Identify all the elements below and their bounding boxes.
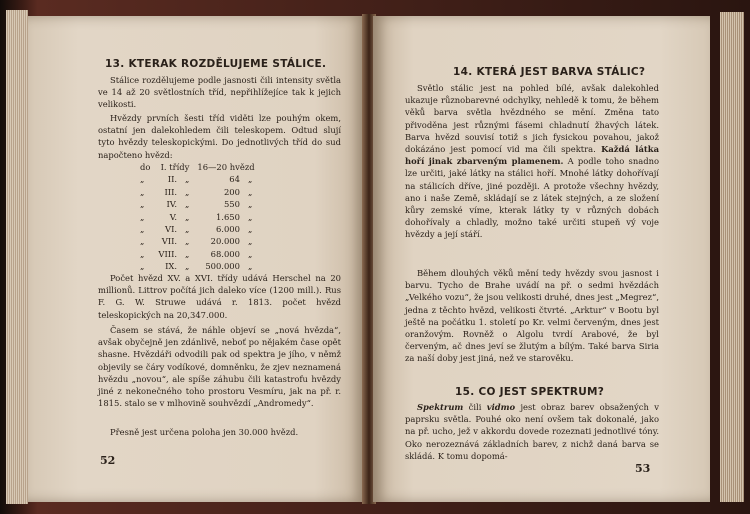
- table-cell: 16—20 hvězd: [197, 162, 255, 172]
- table-cell: „: [140, 236, 145, 247]
- table-cell: „: [185, 199, 190, 210]
- table-cell: 550: [223, 199, 240, 210]
- table-row: [136, 198, 259, 210]
- table-cell: „: [185, 236, 190, 247]
- table-cell: „: [247, 248, 253, 259]
- bold-sentence: Každá látka hoří jinak zbarveným plamenem.: [405, 144, 659, 167]
- paragraph-text: čili: [468, 402, 482, 412]
- paragraph-text: jest obraz barev obsažených v paprsku světla. Pouhé oko není ovšem tak dokonalé, jako na př. ucho, jež v akkordu dovede rozeznati jednotlivé tóny. Oko nerozeznává základních barev, z nichž daná barva se skládá. K tomu dopomá-: [405, 402, 659, 461]
- table-row: [136, 223, 259, 235]
- table-cell: „: [140, 211, 145, 222]
- term-spectrum: Spektrum: [417, 402, 464, 412]
- page-number-left: 52: [100, 454, 116, 467]
- table-row: [136, 260, 259, 272]
- right-page-edges: [720, 12, 744, 502]
- table-cell: VI.: [165, 224, 178, 235]
- paragraph-text: Časem se stává, že náhle objeví se „nová hvězda“, avšak obyčejně jen zdánlivě, neboť po nějakém čase opět shasne. Hvězdáři odvodili pak od spektra je jího, v němž objevily se čáry vodíkové, domněnku, že zjev neznamená hvězdu „novou“, ale spíše záhubu čili katastrofu hvězdy jiné z nekonečného toho prostoru Vesmíru, jak na př. r. 1815. stalo se v mlhovině souhvězdí „Andromedy“.: [98, 325, 341, 409]
- table-cell: „: [247, 211, 253, 222]
- table-cell: „: [140, 186, 145, 197]
- table-cell: 6.000: [215, 224, 240, 235]
- table-cell: „: [185, 261, 190, 272]
- paragraph-telescopic: [98, 112, 341, 161]
- left-page-edges: [6, 10, 28, 504]
- table-row: [136, 211, 259, 223]
- paragraph-text: Hvězdy prvních šesti tříd viděti lze pouhým okem, ostatní jen dalekohledem čili teleskopem. Odtud slují tyto hvězdy teleskopickými. Do jednotlivých tříd do sud napočteno hvězd:: [98, 113, 341, 160]
- table-cell: III.: [164, 186, 178, 197]
- paragraph-text: Počet hvězd XV. a XVI. třídy udává Herschel na 20 millionů. Littrov počítá jich daleko více (1200 mill.). Rus F. G. W. Struwe udává r. 1813. počet hvězd teleskopických na 20,347.000.: [98, 273, 341, 320]
- table-cell: 68.000: [210, 248, 240, 259]
- table-cell: IX.: [165, 261, 178, 272]
- table-cell: „: [185, 224, 190, 235]
- paragraph-text: Během dlouhých věků mění tedy hvězdy svou jasnost i barvu. Tycho de Brahe uvádí na př. o sedmi hvězdách „Velkého vozu“, že jsou velikosti druhé, dnes jest „Megrez“, jedna z těchto hvězd, velikosti čtvrté. „Arktur“ v Bootu byl ještě na počátku 1. století po Kr. velmi červeným, dnes jest oranžovým. Rovněž o Algolu tvrdí Arabové, že byl červeným, ač dnes jeví se žlutým a bílým. Také barva Siria za naší doby jest jiná, než ve starověku.: [405, 268, 659, 364]
- table-cell: „: [247, 236, 253, 247]
- term-vidmo: vidmo: [486, 402, 516, 412]
- star-count-table: [136, 161, 259, 273]
- table-cell: „: [185, 186, 190, 197]
- table-cell: „: [185, 248, 190, 259]
- table-cell: VIII.: [158, 248, 178, 259]
- table-cell: „: [140, 174, 145, 185]
- paragraph-brightness-change: [405, 267, 659, 365]
- paragraph-positions: [98, 426, 341, 438]
- table-row: [136, 173, 259, 185]
- table-cell: „: [247, 199, 253, 210]
- table-cell: „: [247, 261, 253, 272]
- section-15-heading: 15. CO JEST SPEKTRUM?: [455, 386, 605, 398]
- table-cell: „: [247, 224, 253, 235]
- table-cell: 64: [229, 174, 240, 185]
- table-cell: „: [140, 224, 145, 235]
- paragraph-text: Stálice rozdělujeme podle jasnosti čili intensity světla ve 14 až 20 světlostních tříd, nepřihlížejíce tak k jejich velikosti.: [98, 75, 341, 110]
- left-page: [28, 16, 365, 502]
- paragraph-nova: [98, 324, 341, 409]
- table-cell: „: [247, 186, 253, 197]
- table-cell: II.: [167, 174, 178, 185]
- table-cell: „: [185, 174, 190, 185]
- table-row: [136, 186, 259, 198]
- paragraph-star-colour: [405, 82, 659, 241]
- section-13-heading: 13. KTERAK ROZDĚLUJEME STÁLICE.: [105, 58, 327, 70]
- table-cell: „: [140, 248, 145, 259]
- table-row: [136, 248, 259, 260]
- table-cell: „: [140, 199, 145, 210]
- section-14-heading: 14. KTERÁ JEST BARVA STÁLIC?: [453, 66, 646, 78]
- table-cell: 1.650: [215, 211, 240, 222]
- table-cell: 200: [223, 186, 240, 197]
- table-cell: V.: [169, 211, 178, 222]
- table-cell: „: [185, 211, 190, 222]
- paragraph-text: Přesně jest určena poloha jen 30.000 hvězd.: [110, 427, 299, 437]
- right-page: [373, 16, 710, 502]
- table-header-row: [136, 161, 259, 173]
- paragraph-text: A podle toho snadno lze určiti, jaké látky na stálici hoří. Mnohé látky dohořívají na stálicích dříve, jiné později. A protože všechny hvězdy, ano i naše Země, skládají se z látek stejných, a ze složení kůry zemské víme, kterak látky ty v různých dobách dohořívaly a chladly, možno také určiti stupeň vý voje hvězdy a její stáří.: [405, 156, 660, 240]
- table-cell: 500.000: [205, 261, 240, 272]
- table-cell: „: [140, 261, 145, 272]
- paragraph-classification: [98, 74, 341, 111]
- table-row: [136, 235, 259, 247]
- table-cell: do: [140, 162, 151, 172]
- page-number-right: 53: [635, 462, 651, 475]
- table-cell: I. třídy: [160, 162, 190, 172]
- paragraph-spectrum: [405, 401, 659, 462]
- table-cell: 20.000: [210, 236, 240, 247]
- table-cell: VII.: [161, 236, 178, 247]
- table-cell: IV.: [166, 199, 178, 210]
- paragraph-herschel: [98, 272, 341, 321]
- table-cell: „: [247, 174, 253, 185]
- paragraph-text: Světlo stálic jest na pohled bílé, avšak dalekohled ukazuje různobarevné odchylky, nehledě k tomu, že během věků barva světla hvězdného se mění. Změna tato přivoděna jest různými fásemi chladnutí žhavých látek. Barva hvězd souvisí totiž s jich fysickou povahou, jakož dokázáno jest pomocí vid ma čili spektra.: [405, 83, 659, 155]
